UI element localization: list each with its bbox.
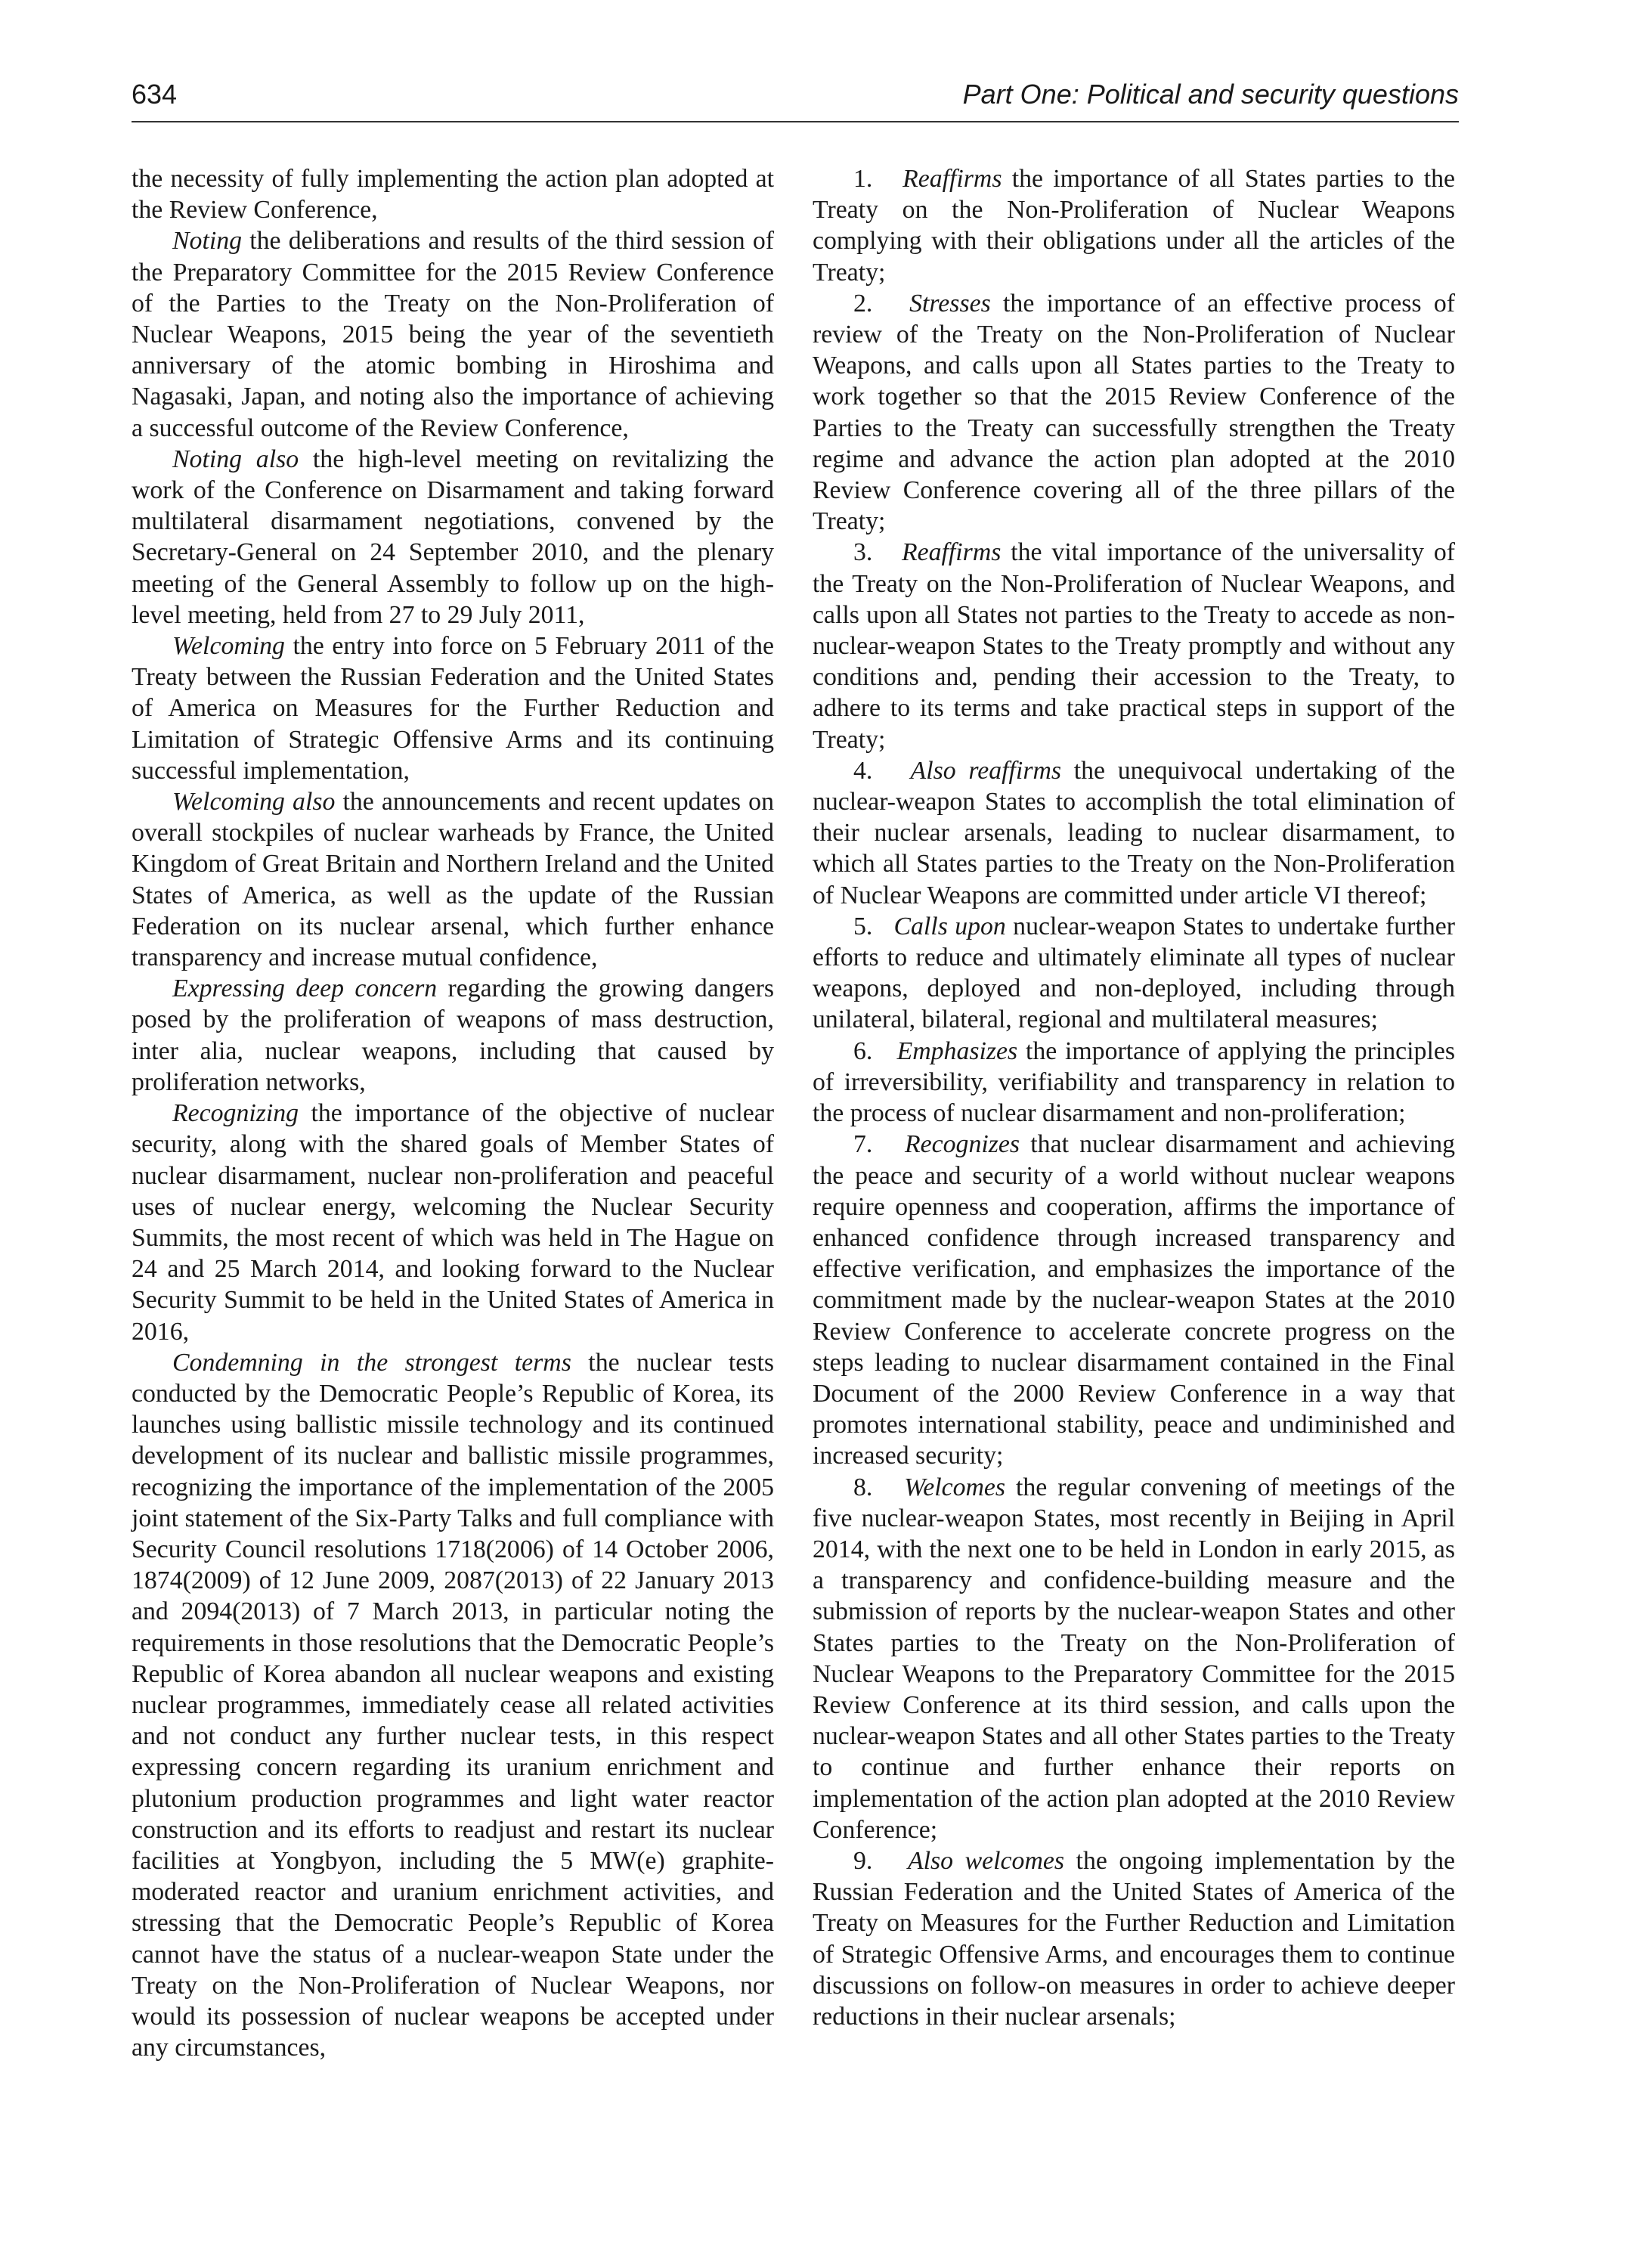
preamble-paragraph	[132, 973, 774, 1098]
preamble-paragraph	[132, 444, 774, 631]
paragraph-text: nuclear-weapon States to undertake further efforts to reduce and ultimately eliminate all types of nuclear weapons, deployed and non-deployed, including through unilateral, bilateral, regional and multilateral measures;	[813, 912, 1455, 1034]
paragraph-number: 8.	[853, 1473, 873, 1501]
paragraph-text: the announcements and recent updates on overall stockpiles of nuclear warheads by France, the United Kingdom of Great Britain and Northern Ireland and the United States of America, as well as the update of the Russian Federation on its nuclear arsenal, which further enhance transparency and increase mutual confidence,	[132, 788, 774, 972]
preamble-paragraph	[132, 1347, 774, 2064]
paragraph-lead: Calls upon	[893, 912, 1006, 940]
paragraph-text: that nuclear disarmament and achieving the peace and security of a world without nuclear weapons require openness and cooperation, affirms the importance of enhanced confidence through increased transparency and effective verification, and emphasizes the importance of the commitment made by the nuclear-weapon States at the 2010 Review Conference to accelerate concrete progress on the steps leading to nuclear disarmament contained in the Final Document of the 2000 Review Conference in a way that promotes international stability, peace and undiminished and increased security;	[813, 1130, 1455, 1470]
paragraph-number: 1.	[853, 165, 873, 193]
paragraph-number: 2.	[853, 289, 873, 318]
paragraph-text: the deliberations and results of the third session of the Preparatory Committee for the 2015 Review Conference of the Parties to the Treaty on the Non-Proliferation of Nuclear Weapons, 2015 being the year of the seventieth anniversary of the atomic bombing in Hiroshima and Nagasaki, Japan, and noting also the importance of achieving a successful outcome of the Review Conference,	[132, 227, 774, 442]
operative-paragraph	[813, 755, 1455, 911]
paragraph-lead: Reaffirms	[901, 538, 1002, 567]
operative-paragraph	[813, 1036, 1455, 1129]
paragraph-number: 6.	[853, 1036, 873, 1065]
right-column	[813, 163, 1455, 2032]
paragraph-lead: Noting also	[172, 445, 299, 473]
operative-paragraph	[813, 1129, 1455, 1471]
paragraph-text: the ongoing implementation by the Russian Federation and the United States of America of the Treaty on Measures for the Further Reduction and Limitation of Strategic Offensive Arms, and encourages them to continue discussions on follow-on measures in order to achieve deeper reductions in their nuclear arsenals;	[813, 1846, 1455, 2031]
preamble-paragraph	[132, 631, 774, 786]
paragraph-text: the entry into force on 5 February 2011 of the Treaty between the Russian Federation and the United States of America on Measures for the Further Reduction and Limitation of Strategic Offensive Arms and its continuing successful implementation,	[132, 632, 774, 785]
preamble-paragraph	[132, 225, 774, 443]
operative-paragraph	[813, 288, 1455, 538]
paragraph-lead: Also reaffirms	[910, 756, 1062, 785]
paragraph-lead: Condemning in the strongest terms	[172, 1348, 571, 1377]
paragraph-lead: Recognizes	[905, 1130, 1020, 1159]
paragraph-text: the importance of an effective process of review of the Treaty on the Non-Proliferation of Nuclear Weapons, and calls upon all States parties to the Treaty to work together so that the 2015 Review Conference of the Parties to the Treaty can successfully strengthen the Treaty regime and advance the action plan adopted at the 2010 Review Conference covering all of the three pillars of the Treaty;	[813, 289, 1455, 536]
preamble-paragraph	[132, 1098, 774, 1347]
paragraph-number: 5.	[853, 912, 873, 940]
paragraph-number: 9.	[853, 1846, 873, 1875]
operative-paragraph	[813, 911, 1455, 1036]
paragraph-lead: Emphasizes	[896, 1036, 1018, 1065]
page-number: 634	[132, 79, 178, 110]
left-column	[132, 163, 774, 2063]
paragraph-text: the vital importance of the universality of the Treaty on the Non-Proliferation of Nuclear Weapons, and calls upon all States not parties to the Treaty to accede as non-nuclear-weapon States to the Treaty promptly and without any conditions and, pending their accession to the Treaty, to adhere to its terms and take practical steps in support of the Treaty;	[813, 538, 1455, 754]
paragraph-text: the high-level meeting on revitalizing the work of the Conference on Disarmament and taking forward multilateral disarmament negotiations, convened by the Secretary-General on 24 September 2010, and the plenary meeting of the General Assembly to follow up on the high-level meeting, held from 27 to 29 July 2011,	[132, 445, 774, 629]
paragraph-number: 7.	[853, 1130, 873, 1159]
paragraph-text: the importance of all States parties to the Treaty on the Non-Proliferation of Nuclear Weapons complying with their obligations under all the articles of the Treaty;	[813, 165, 1455, 287]
operative-paragraph	[813, 1472, 1455, 1845]
preamble-paragraph	[132, 786, 774, 973]
operative-paragraph	[813, 163, 1455, 288]
paragraph-text: the regular convening of meetings of the five nuclear-weapon States, most recently in Beijing in April 2014, with the next one to be held in London in early 2015, as a transparency and confidence-building measure and the submission of reports by the nuclear-weapon States and other States parties to the Treaty on the Non-Proliferation of Nuclear Weapons to the Preparatory Committee for the 2015 Review Conference at its third session, and calls upon the nuclear-weapon States and all other States parties to the Treaty to continue and further enhance their reports on implementation of the action plan adopted at the 2010 Review Conference;	[813, 1473, 1455, 1844]
page-header	[132, 76, 1459, 122]
paragraph-text: the unequivocal undertaking of the nuclear-weapon States to accomplish the total elimination of their nuclear arsenals, leading to nuclear disarmament, to which all States parties to the Treaty on the Non-Proliferation of Nuclear Weapons are committed under article VI thereof;	[813, 756, 1456, 909]
paragraph-lead: Stresses	[909, 289, 991, 318]
operative-paragraph	[813, 1845, 1455, 2032]
paragraph-lead: Expressing deep concern	[172, 974, 438, 1003]
paragraph-lead: Welcomes	[904, 1473, 1006, 1501]
operative-paragraph	[813, 537, 1455, 754]
paragraph-lead: Also welcomes	[907, 1846, 1065, 1875]
paragraph-lead: Reaffirms	[902, 165, 1002, 193]
running-title: Part One: Political and security questions	[962, 79, 1459, 110]
paragraph-number: 4.	[853, 756, 873, 785]
paragraph-text: the importance of the objective of nuclear security, along with the shared goals of Member States of nuclear disarmament, nuclear non-proliferation and peaceful uses of nuclear energy, welcoming the Nuclear Security Summits, the most recent of which was held in The Hague on 24 and 25 March 2014, and looking forward to the Nuclear Security Summit to be held in the United States of America in 2016,	[132, 1099, 774, 1346]
paragraph-lead: Welcoming also	[172, 788, 336, 816]
paragraph-number: 3.	[853, 538, 873, 567]
paragraph-text: regarding the growing dangers posed by the proliferation of weapons of mass destruction, inter alia, nuclear weapons, including that caused by proliferation networks,	[132, 974, 774, 1096]
paragraph-text: the nuclear tests conducted by the Democratic People’s Republic of Korea, its launches using ballistic missile technology and its continued development of its nuclear and ballistic missile programmes, recognizing the importance of the implementation of the 2005 joint statement of the Six-Party Talks and full compliance with Security Council resolutions 1718(2006) of 14 October 2006, 1874(2009) of 12 June 2009, 2087(2013) of 22 January 2013 and 2094(2013) of 7 March 2013, in particular noting the requirements in those resolutions that the Democratic People’s Republic of Korea abandon all nuclear weapons and existing nuclear programmes, immediately cease all related activities and not conduct any further nuclear tests, in this respect expressing concern regarding its uranium enrichment and plutonium production programmes and light water reactor construction and its efforts to readjust and restart its nuclear facilities at Yongbyon, including the 5 MW(e) graphite-moderated reactor and uranium enrichment activities, and stressing that the Democratic People’s Republic of Korea cannot have the status of a nuclear-weapon State under the Treaty on the Non-Proliferation of Nuclear Weapons, nor would its possession of nuclear weapons be accepted under any circumstances,	[132, 1348, 774, 2062]
paragraph-lead: Recognizing	[172, 1099, 299, 1128]
paragraph-lead: Welcoming	[172, 632, 285, 661]
preamble-paragraph: the necessity of fully implementing the action plan adopted at the Review Conference,	[132, 165, 774, 225]
paragraph-text: the importance of applying the principles of irreversibility, verifiability and transparency in relation to the process of nuclear disarmament and non-proliferation;	[813, 1036, 1455, 1128]
paragraph-lead: Noting	[172, 227, 243, 256]
